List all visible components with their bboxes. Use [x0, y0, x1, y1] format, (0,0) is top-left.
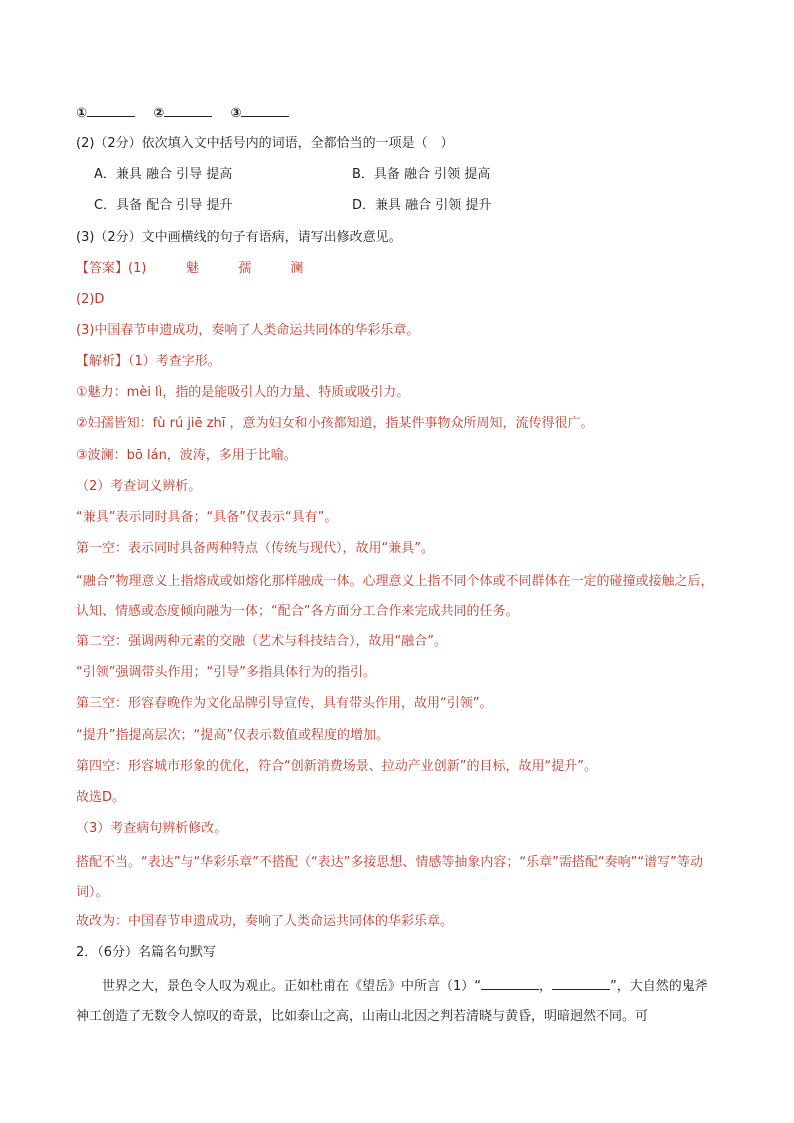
answer-line-3: (3)中国春节申遗成功，奏响了人类命运共同体的华彩乐章。 [76, 323, 420, 338]
analysis-l12: “提升”指提高层次；“提高”仅表示数值或程度的增加。 [76, 728, 389, 743]
paragraph-part-a: 世界之大，景色令人叹为观止。正如杜甫在《望岳》中所言（1）“ [102, 979, 482, 994]
analysis-l4: ③波澜：bō lán，波涛，多用于比喻。 [76, 448, 297, 463]
analysis-l5: （2）考查词义辨析。 [76, 479, 202, 494]
analysis-l7: 第一空：表示同时具备两种特点（传统与现代），故用“兼具”。 [76, 541, 434, 556]
analysis-l15: （3）考查病句辨析修改。 [76, 821, 228, 836]
option-c: C．具备 配合 引导 提升 [94, 198, 233, 213]
blank-label-1: ① [76, 106, 88, 121]
answer-char-1: 魅 [186, 261, 200, 276]
option-b: B．具备 融合 引领 提高 [352, 167, 491, 182]
question-2-paragraph [76, 972, 718, 1032]
question-3-stem: (3)（2分）文中画横线的句子有语病，请写出修改意见。 [76, 230, 402, 245]
analysis-l2: ①魅力：mèi lì，指的是能吸引人的力量、特质或吸引力。 [76, 385, 410, 400]
analysis-l10: “引领”强调带头作用；“引导”多指具体行为的指引。 [76, 665, 376, 680]
option-a: A．兼具 融合 引导 提高 [94, 167, 233, 182]
analysis-l16: 搭配不当。“表达”与“华彩乐章”不搭配（“表达”多接思想、情感等抽象内容；“乐章”需搭配“奏响”“谱写”等动词）。 [76, 855, 703, 900]
analysis-l9: 第二空：强调两种元素的交融（艺术与科技结合），故用“融合”。 [76, 634, 447, 649]
answer-char-2: 孺 [238, 261, 252, 276]
analysis-l13: 第四空：形容城市形象的优化，符合“创新消费场景、拉动产业创新”的目标，故用“提升”。 [76, 759, 597, 774]
answer-line-2: (2)D [76, 292, 105, 307]
blank-line-2 [164, 102, 212, 117]
analysis-label: 【解析】 [76, 354, 129, 369]
analysis-l3: ②妇孺皆知：fù rú jiē zhī ，意为妇女和小孩都知道，指某件事物众所周知，流传得很广。 [76, 416, 594, 431]
question-2-title: 2．（6分）名篇名句默写 [76, 945, 217, 960]
blank-line-3 [241, 102, 289, 117]
answer-char-3: 澜 [290, 261, 304, 276]
analysis-l14: 故选D。 [76, 790, 126, 805]
answer-chars [169, 261, 321, 276]
paragraph-sep: ， [539, 979, 553, 994]
question-2-stem: (2)（2分）依次填入文中括号内的词语，全都恰当的一项是（ ） [76, 136, 454, 151]
recite-blank-1 [481, 975, 539, 990]
recite-blank-2 [552, 975, 610, 990]
fill-blanks-row [76, 102, 303, 124]
analysis-l11: 第三空：形容春晚作为文化品牌引导宣传，具有带头作用，故用“引领”。 [76, 696, 493, 711]
blank-line-1 [87, 102, 135, 117]
analysis-l17: 故改为：中国春节申遗成功，奏响了人类命运共同体的华彩乐章。 [76, 914, 454, 929]
blank-label-3: ③ [230, 106, 242, 121]
analysis-l6: “兼具”表示同时具备；“具备”仅表示“具有”。 [76, 510, 338, 525]
blank-label-2: ② [153, 106, 165, 121]
analysis-l1: （1）考查字形。 [128, 354, 221, 369]
option-d: D．兼具 融合 引领 提升 [352, 198, 492, 213]
answer-line-1 [76, 259, 321, 279]
answer-label: 【答案】 [76, 261, 129, 276]
analysis-l8: “融合”物理意义上指熔成或如熔化那样融成一体。心理意义上指不同个体或不同群体在一定的碰撞或接触之后，认知、情感或态度倾向融为一体；“配合”各方面分工合作来完成共同的任务。 [76, 574, 714, 619]
paragraph-part-b: ”，大自然的鬼斧神工创造了无数令人惊叹的奇景，比如泰山之高，山南山北因之判若清晓与黄昏，明暗迥然不同。可 [76, 979, 708, 1024]
answer-prefix: (1) [128, 261, 147, 276]
analysis-line-1 [76, 352, 221, 372]
